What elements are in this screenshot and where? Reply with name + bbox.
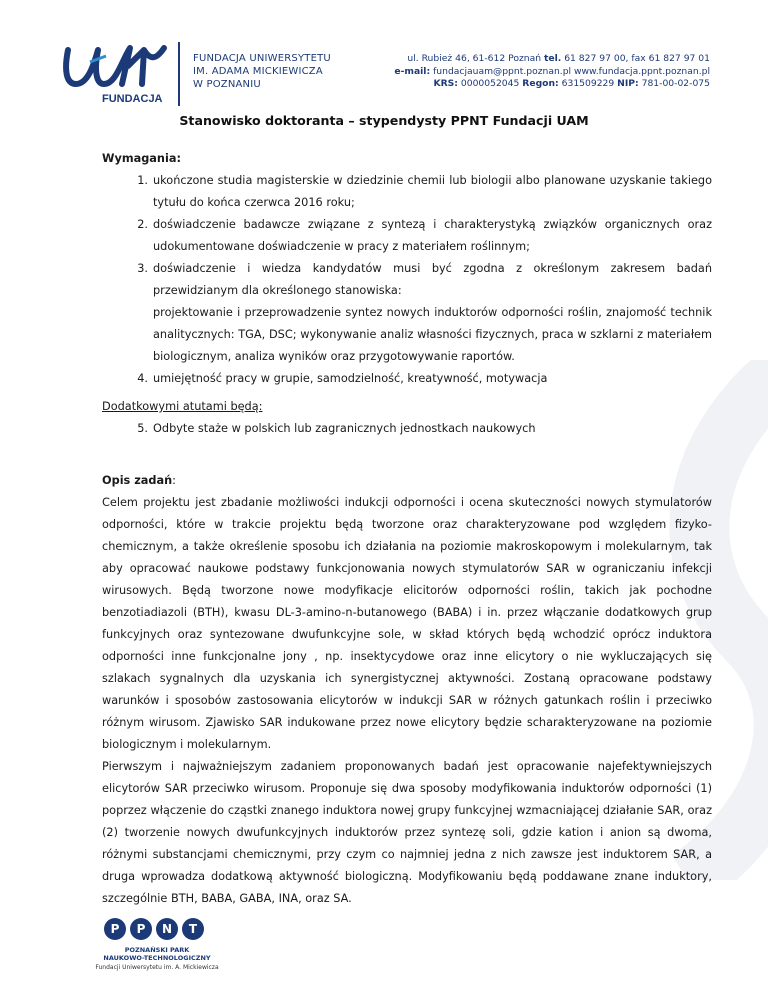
email-label: e-mail:: [394, 65, 431, 77]
list-item: 5. Odbyte staże w polskich lub zagranicznych jednostkach naukowych: [137, 422, 536, 435]
document-body: [102, 144, 712, 910]
ppnt-letter: N: [156, 918, 178, 940]
tasks-paragraph-2: Pierwszym i najważniejszym zadaniem proponowanych badań jest opracowanie najefektywniejszych elicytorów SAR przeciwko wirusom. Proponuje się dwa sposoby modyfikowania induktorów odporności (1) poprzez włączenie do cząstki znanego induktora nowej grupy funkcyjnej wzmacniającej działanie SAR, oraz (2) tworzenie nowych dwufunkcyjnych induktorów przez syntezę soli, gdzie kation i anion są dwoma, różnymi substancjami chemicznymi, przy czym co najmniej jedna z nich zawsze jest induktorem SAR, a druga wprowadza dodatkową aktywność biologiczną. Modyfikowaniu będą poddawane znane induktory, szczególnie BTH, BABA, GABA, INA, oraz SA.: [102, 760, 712, 905]
ppnt-letter: P: [130, 918, 152, 940]
requirements-list: [102, 170, 712, 390]
ppnt-name: POZNAŃSKI PARK NAUKOWO-TECHNOLOGICZNY: [103, 946, 211, 962]
email: fundacjauam@ppnt.poznan.pl www.fundacja.ppnt.poznan.pl: [433, 65, 710, 77]
header-divider: [178, 42, 180, 106]
krs-label: KRS:: [433, 78, 458, 90]
list-item: 1. ukończone studia magisterskie w dziedzinie chemii lub biologii albo planowane uzyskanie takiego tytułu do końca czerwca 2016 roku;: [137, 174, 712, 209]
ppnt-letter: P: [104, 918, 126, 940]
tel: 61 827 97 00, fax 61 827 97 01: [564, 53, 710, 64]
letterhead: [0, 0, 768, 110]
uam-logo: [60, 40, 170, 106]
regon: 631509229: [561, 78, 615, 90]
list-item: 2. doświadczenie badawcze związane z syntezą i charakterystyką związków organicznych oraz udokumentowane doświadczenie w pracy z materiałem roślinnym;: [137, 218, 712, 253]
ppnt-letter: T: [182, 918, 204, 940]
page-title: Stanowisko doktoranta – stypendysty PPNT Fundacji UAM: [179, 113, 589, 128]
nip-label: NIP:: [617, 78, 639, 90]
krs: 0000052045: [460, 78, 520, 90]
nip: 781-00-02-075: [641, 78, 710, 90]
org-line2: IM. ADAMA MICKIEWICZA: [193, 66, 323, 77]
tel-label: tel.: [544, 53, 562, 64]
tasks-paragraph-1: Celem projektu jest zbadanie możliwości indukcji odporności i ocena skuteczności nowych stymulatorów odporności, które w trakcie projektu będą tworzone oraz charakteryzowane pod względem fizyko-chemicznym, a także określenie sposobu ich działania na poziomie makroskopowym i molekularnym, tak aby opracować naukowe podstawy funkcjonowania nowych stymulatorów SAR w ograniczaniu infekcji wirusowych. Będą tworzone nowe modyfikacje elicitorów odporności roślin, takich jak pochodne benzotiadiazoli (BTH), kwasu DL-3-amino-n-butanowego (BABA) i in. przez włączanie dodatkowych grup funkcyjnych oraz syntezowane dwufunkcyjne sole, w skład których będą wchodzić oprócz induktora odporności inne funkcjonalne jony , np. insektycydowe oraz inne elicytory o nie wykluczających się szlakach sygnalnych dla uzyskania ich synergistycznej aktywności. Zostaną opracowane podstawy warunków i sposobów zastosowania elicytorów w indukcji SAR w różnych gatunkach roślin i przeciwko różnym wirusom. Zjawisko SAR indukowane przez nowe elicytory będzie scharakteryzowane na poziomie biologicznym i molekularnym.: [102, 496, 712, 751]
list-item: 4. umiejętność pracy w grupie, samodzielność, kreatywność, motywacja: [137, 372, 548, 385]
extras-list: [102, 418, 712, 440]
org-name: [193, 52, 331, 91]
org-line3: W POZNANIU: [193, 79, 261, 90]
list-item: 3. doświadczenie i wiedza kandydatów musi być zgodna z określonym zakresem badań przewidzianym dla określonego stanowiska: projektowanie i przeprowadzenie syntez nowych induktorów odporności roślin, znajomość technik analitycznych: TGA, DSC; wykonywanie analiz własności fizycznych, praca w szklarni z materiałem biologicznym, analiza wyników oraz przygotowywanie raportów.: [102, 258, 712, 368]
org-line1: FUNDACJA UNIWERSYTETU: [193, 53, 331, 64]
requirement-detail: projektowanie i przeprowadzenie syntez nowych induktorów odporności roślin, znajomość technik analitycznych: TGA, DSC; wykonywanie analiz własności fizycznych, praca w szklarni z materiałem biologicznym, analiza wyników oraz przygotowywanie raportów.: [153, 306, 712, 363]
contact-info: [394, 53, 710, 91]
tasks-heading-row: Opis zadań:: [102, 474, 176, 487]
ppnt-logo: [82, 918, 232, 988]
extras-heading: Dodatkowymi atutami będą:: [102, 400, 263, 413]
ppnt-subtitle: Fundacji Uniwersytetu im. A. Mickiewicza: [95, 964, 219, 971]
regon-label: Regon:: [522, 78, 559, 90]
requirements-heading: Wymagania:: [102, 152, 181, 165]
logo-sub-text: FUNDACJA: [102, 93, 163, 105]
address: ul. Rubież 46, 61-612 Poznań: [407, 53, 542, 64]
tasks-heading: Opis zadań: [102, 474, 173, 487]
